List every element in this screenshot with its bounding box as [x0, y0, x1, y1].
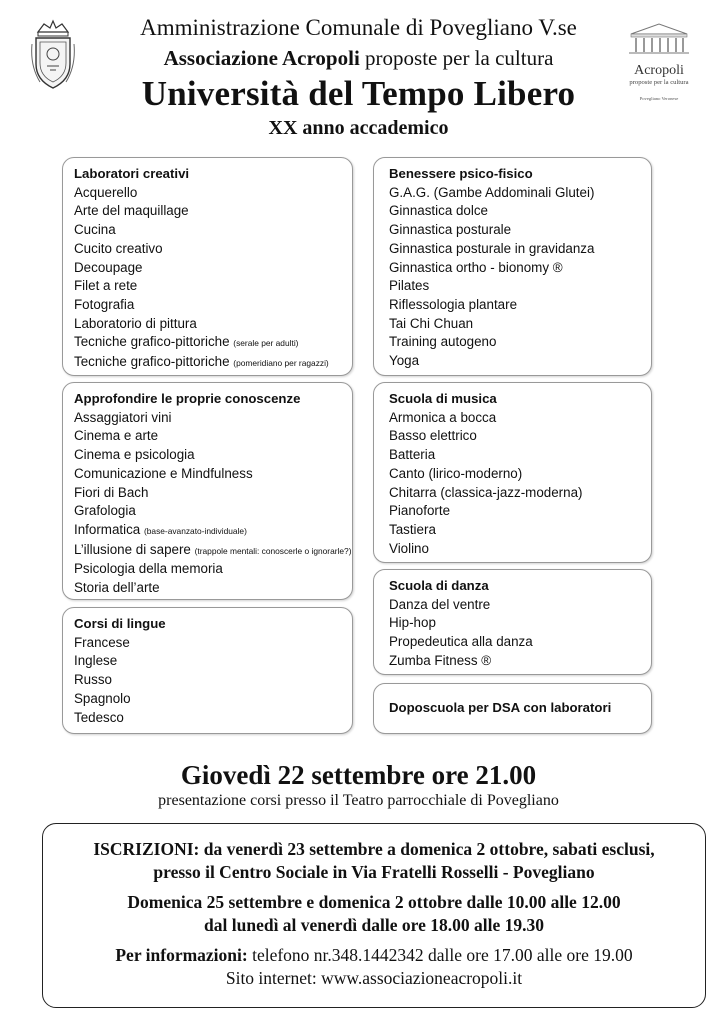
list-item: Filet a rete [74, 278, 138, 294]
list-item: Fotografia [74, 296, 135, 312]
list-item: Tedesco [74, 709, 124, 725]
box-corsi-di-lingue [62, 607, 353, 734]
registration-info-box [42, 823, 706, 1008]
list-item: Tai Chi Chuan [389, 315, 474, 331]
list-item: Laboratorio di pittura [74, 315, 197, 331]
list-item: Pianoforte [389, 503, 451, 519]
list-item: Ginnastica dolce [389, 203, 488, 219]
list-item-label: L’illusione di sapere [74, 541, 191, 557]
box-laboratori-creativi [62, 157, 353, 376]
registration-location: presso il Centro Sociale in Via Fratelli Rosselli - Povegliano [153, 862, 595, 882]
list-item: Cucina [74, 222, 116, 238]
list-item-label: Informatica [74, 521, 141, 537]
list-item: Francese [74, 634, 130, 650]
contact-label: Per informazioni: [115, 945, 248, 965]
list-item: Ginnastica posturale [389, 222, 512, 238]
box-doposcuola-dsa [373, 683, 652, 734]
box-title: Approfondire le proprie conoscenze [74, 391, 301, 406]
registration-hours-sunday: Domenica 25 settembre e domenica 2 ottobre dalle 10.00 alle 12.00 [127, 892, 621, 912]
registration-dates: ISCRIZIONI: da venerdì 23 settembre a domenica 2 ottobre, sabati esclusi, [93, 839, 655, 859]
list-item: Inglese [74, 653, 118, 669]
list-item: Basso elettrico [389, 428, 477, 444]
list-item: Propedeutica alla danza [389, 634, 533, 650]
list-item: Acquerello [74, 184, 138, 200]
header-line-1: Amministrazione Comunale di Povegliano V.se [140, 15, 577, 40]
box-scuola-di-musica [373, 382, 652, 563]
list-item [74, 521, 342, 541]
list-item-note: (trappole mentali: conoscerle o ignorarle?) [194, 545, 352, 556]
list-item: Danza del ventre [389, 596, 491, 612]
list-item-label: Tecniche grafico-pittoriche [74, 354, 230, 370]
list-item: Grafologia [74, 503, 136, 519]
list-item: Psicologia della memoria [74, 561, 223, 577]
header-line-2 [0, 46, 717, 71]
list-item: Armonica a bocca [389, 409, 497, 425]
list-item-label: Tecniche grafico-pittoriche [74, 334, 230, 350]
list-item [74, 353, 342, 373]
event-subtitle: presentazione corsi presso il Teatro parrocchiale di Povegliano [158, 792, 559, 809]
box-scuola-di-danza [373, 569, 652, 675]
association-tagline: proposte per la cultura [359, 46, 554, 70]
list-item: Cinema e arte [74, 428, 159, 444]
box-approfondire-conoscenze [62, 382, 353, 600]
list-item: Hip-hop [389, 615, 436, 631]
box-benessere-psico-fisico [373, 157, 652, 376]
contact-phone [43, 945, 705, 966]
list-item-note: (pomeridiano per ragazzi) [233, 358, 329, 369]
list-item: Assaggiatori vini [74, 409, 172, 425]
list-item: Pilates [389, 278, 430, 294]
box-title: Laboratori creativi [74, 166, 190, 181]
list-item: Tastiera [389, 521, 436, 537]
list-item: Spagnolo [74, 690, 131, 706]
list-item: Decoupage [74, 259, 143, 275]
list-item: Fiori di Bach [74, 484, 149, 500]
list-item: Zumba Fitness ® [389, 652, 492, 668]
box-title: Corsi di lingue [74, 616, 166, 631]
website-link[interactable]: Sito internet: www.associazioneacropoli.it [225, 968, 523, 988]
registration-hours-weekdays: dal lunedì al venerdì dalle ore 18.00 alle 19.30 [204, 915, 544, 935]
list-item: Ginnastica posturale in gravidanza [389, 240, 595, 256]
page-title: Università del Tempo Libero [141, 74, 576, 113]
list-item: Chitarra (classica-jazz-moderna) [389, 484, 583, 500]
logo-place: Povegliano Veronese [639, 96, 679, 101]
list-item: Ginnastica ortho - bionomy ® [389, 259, 563, 275]
list-item [74, 541, 352, 561]
box-title: Scuola di danza [389, 578, 489, 593]
list-item: Russo [74, 672, 112, 688]
list-item [74, 333, 342, 353]
logo-name: Acropoli [634, 63, 684, 78]
list-item: Batteria [389, 447, 436, 463]
list-item: Cinema e psicologia [74, 447, 195, 463]
box-title: Scuola di musica [389, 391, 497, 406]
list-item-note: (serale per adulti) [233, 338, 299, 349]
page-subtitle: XX anno accademico [268, 117, 449, 139]
list-item: Violino [389, 540, 429, 556]
contact-phone-text: telefono nr.348.1442342 dalle ore 17.00 alle ore 19.00 [247, 945, 633, 965]
list-item: Canto (lirico-moderno) [389, 465, 523, 481]
list-item: Cucito creativo [74, 240, 163, 256]
list-item: Storia dell’arte [74, 580, 160, 596]
list-item-note: (base-avanzato-individuale) [143, 525, 247, 536]
list-item: Training autogeno [389, 334, 497, 350]
list-item: Arte del maquillage [74, 203, 189, 219]
list-item: Comunicazione e Mindfulness [74, 465, 253, 481]
box-title: Doposcuola per DSA con laboratori [389, 700, 612, 715]
event-title: Giovedì 22 settembre ore 21.00 [180, 760, 537, 790]
list-item: Yoga [389, 353, 420, 369]
list-item: G.A.G. (Gambe Addominali Glutei) [389, 184, 595, 200]
logo-tagline: proposte per la cultura [629, 79, 689, 86]
box-title: Benessere psico-fisico [389, 166, 533, 181]
list-item: Riflessologia plantare [389, 296, 518, 312]
association-name: Associazione Acropoli [163, 46, 360, 70]
